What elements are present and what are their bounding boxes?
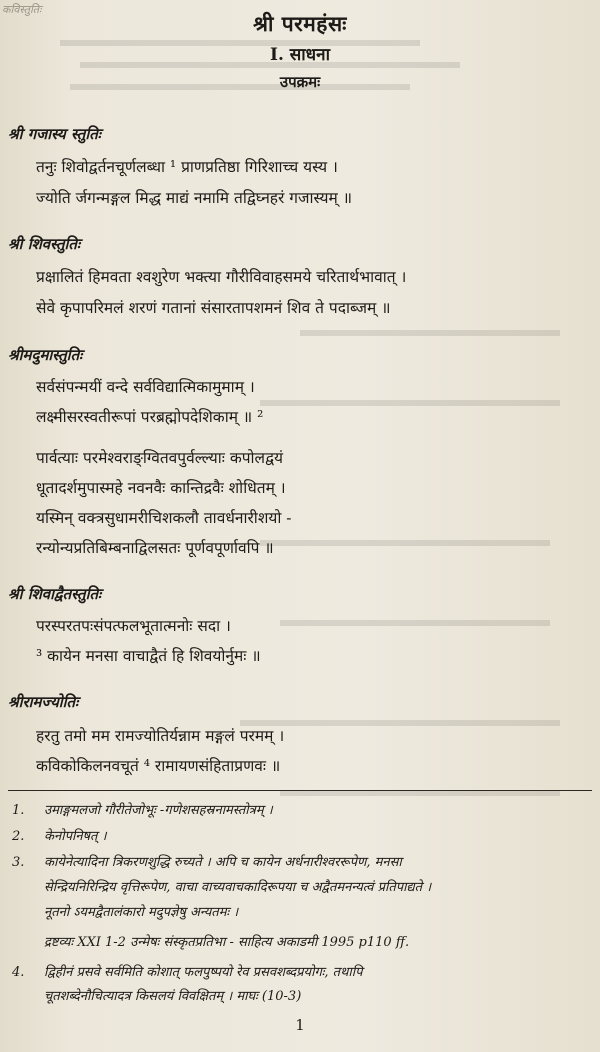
verse-line: ³ कायेन मनसा वाचाद्वैतं हि शिवयोर्नुमः ॥ <box>36 647 261 665</box>
verse-line: लक्ष्मीसरस्वतीरूपां परब्रह्मोपदेशिकाम् ॥ ² <box>36 408 264 426</box>
running-header-bleed: कविस्तुतिः <box>2 3 42 16</box>
footnote-text: नूतनो ऽयमद्वैतालंकारो मदुपज्ञेषु अन्यतमः । <box>44 905 239 920</box>
footnote-text: चूतशब्देनौचित्यादत्र किसलयं विवक्षितम् । माघः (10-3) <box>44 989 302 1004</box>
chapter-heading: I. साधना <box>270 45 330 65</box>
page-number: 1 <box>295 1016 305 1034</box>
footnote-rule <box>8 790 592 791</box>
section-heading: श्रीरामज्योतिः <box>8 693 79 711</box>
verse-line: ज्योति र्जगन्मङ्गल मिद्ध माद्यं नमामि तद्विघ्नहरं गजास्यम् ॥ <box>36 189 353 207</box>
verse-line: सर्वसंपन्मयीं वन्दे सर्वविद्यात्मिकामुमाम् । <box>36 378 255 396</box>
verse-line: रन्योन्यप्रतिबिम्बनाद्विलसतः पूर्णवपूर्णावपि ॥ <box>36 539 274 557</box>
footnote-text: उमाङ्गमलजो गौरीतेजोभूः -गणेशसहस्रनामस्तोत्रम् । <box>44 803 273 818</box>
verse-line: यस्मिन् वक्त्रसुधामरीचिशकलौ तावर्धनारीशयो - <box>36 509 292 527</box>
footnote-text: सेन्द्रियनिरिन्द्रिय वृत्तिरूपेण, वाचा वाच्यवाचकादिरूपया च अद्वैतमनन्यत्वं प्रतिपाद्यते । <box>44 880 432 895</box>
footnote-number: 3. <box>12 855 25 870</box>
page-title: श्री परमहंसः <box>253 11 347 36</box>
verse-line: हरतु तमो मम रामज्योतिर्यन्नाम मङ्गलं परमम् । <box>36 727 285 745</box>
section-heading: श्रीमदुमास्तुतिः <box>8 346 83 364</box>
section-intro: उपक्रमः <box>279 73 321 91</box>
section-heading: श्री गजास्य स्तुतिः <box>8 125 101 143</box>
verse-line: तनुः शिवोद्वर्तनचूर्णलब्धा ¹ प्राणप्रतिष्ठा गिरिशाच्च यस्य । <box>36 158 338 176</box>
footnote-number: 4. <box>12 965 25 980</box>
footnote-text: द्रष्टव्यः XXI 1-2 उन्मेषः संस्कृतप्रतिभा - साहित्य अकाडमी 1995 p110 ff. <box>44 935 410 950</box>
verse-line: सेवे कृपापरिमलं शरणं गतानां संसारतापशमनं शिव ते पदाब्जम् ॥ <box>36 299 391 317</box>
section-heading: श्री शिवाद्वैतस्तुतिः <box>8 585 102 603</box>
footnote-text: कायेनेत्यादिना त्रिकरणशुद्धि रुच्यते । अपि च कायेन अर्धनारीश्वररूपेण, मनसा <box>44 855 402 870</box>
section-heading: श्री शिवस्तुतिः <box>8 235 81 253</box>
footnote-text: केनोपनिषत् । <box>44 829 107 844</box>
verse-line: परस्परतपःसंपत्फलभूतात्मनोः सदा । <box>36 617 231 635</box>
verse-line: पार्वत्याः परमेश्वराङ्ग्वितवपुर्वल्ल्याः कपोलद्वयं <box>36 449 283 467</box>
footnote-number: 1. <box>12 803 25 818</box>
verse-line: धूतादर्शमुपास्महे नवनवैः कान्तिद्रवैः शोधितम् । <box>36 479 286 497</box>
verse-line: कविकोकिलनवचूतं ⁴ रामायणसंहिताप्रणवः ॥ <box>36 757 281 775</box>
footnote-number: 2. <box>12 829 25 844</box>
verse-line: प्रक्षालितं हिमवता श्वशुरेण भक्त्या गौरीविवाहसमये चरितार्थभावात् । <box>36 268 407 286</box>
footnote-text: द्विहीनं प्रसवे सर्वमिति कोशात् फलपुष्पयो रेव प्रसवशब्दप्रयोगः, तथापि <box>44 965 363 980</box>
